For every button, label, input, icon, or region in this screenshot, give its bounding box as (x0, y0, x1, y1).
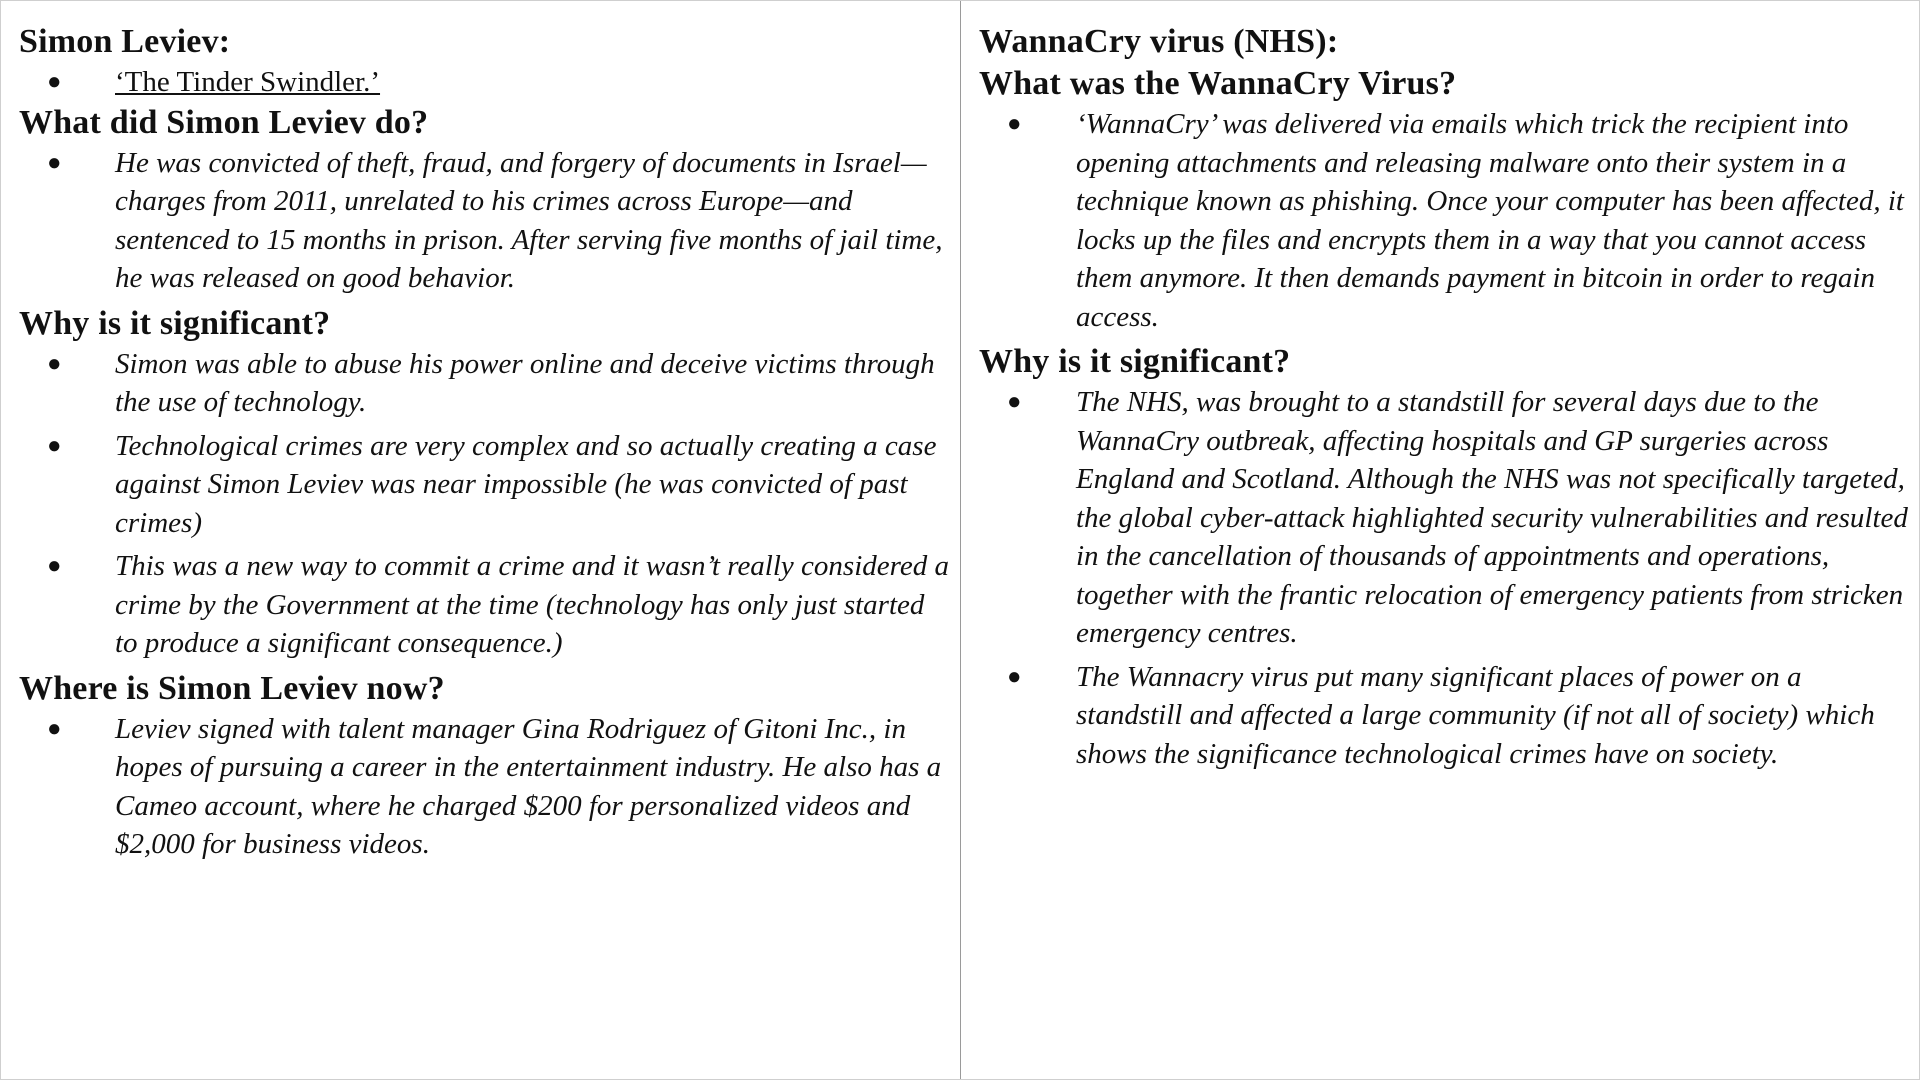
bullet-text: Leviev signed with talent manager Gina Rodriguez of Gitoni Inc., in hopes of pursuing a career in the entertainment industry. He also has a Cameo account, where he charged $200 for personalized videos and $2,000 for business videos. (115, 712, 942, 860)
bullet-icon: ● (47, 69, 62, 95)
list-item (19, 710, 949, 864)
left-column (19, 21, 949, 869)
bullet-icon: ● (47, 350, 62, 377)
what-was-heading: What was the WannaCry Virus? (979, 65, 1457, 102)
why-significant-heading: Why is it significant? (979, 343, 1291, 380)
list-item (19, 547, 949, 663)
bullet-icon: ● (47, 149, 62, 176)
bullet-icon: ● (47, 553, 62, 579)
list-item (19, 345, 949, 422)
bullet-text: This was a new way to commit a crime and it wasn’t really considered a crime by the Government at the time (technology has only just started to produce a significant consequence.) (115, 550, 949, 659)
bullet-icon: ● (47, 432, 62, 459)
list-item (979, 383, 1909, 653)
bullet-icon: ● (1007, 111, 1022, 137)
list-item (19, 144, 949, 298)
bullet-text: ‘WannaCry’ was delivered via emails which trick the recipient into opening attachments and releasing malware onto their system in a technique known as phishing. Once your computer has been affected, it locks up the files and encrypts them in a way that you cannot access them anymore. It then demands payment in bitcoin in order to regain access. (1076, 108, 1904, 333)
where-now-heading: Where is Simon Leviev now? (19, 669, 445, 707)
why-significant-list (19, 345, 949, 663)
tinder-swindler-link[interactable]: ‘The Tinder Swindler.’ (115, 66, 381, 98)
wannacry-title: WannaCry virus (NHS): (979, 23, 1339, 60)
bullet-text: Technological crimes are very complex and so actually creating a case against Simon Leviev was near impossible (he was convicted of past crimes) (115, 429, 937, 539)
simon-leviev-title: Simon Leviev: (19, 23, 231, 60)
bullet-icon: ● (1007, 663, 1022, 690)
bullet-text: The Wannacry virus put many significant places of power on a standstill and affected a large community (if not all of society) which shows the significance technological crimes have on society. (1076, 660, 1875, 770)
why-significant-heading: Why is it significant? (19, 304, 331, 342)
column-divider (960, 1, 961, 1079)
list-item (979, 105, 1909, 336)
bullet-text: Simon was able to abuse his power online and deceive victims through the use of technology. (115, 347, 935, 418)
why-significant-list (979, 383, 1909, 773)
what-was-list (979, 105, 1909, 336)
bullet-text: He was convicted of theft, fraud, and forgery of documents in Israel—charges from 2011, unrelated to his crimes across Europe—and sentenced to 15 months in prison. After serving five months of jail time, he was released on good behavior. (115, 146, 943, 294)
right-column (979, 21, 1909, 778)
what-did-list (19, 144, 949, 298)
bullet-icon: ● (47, 715, 62, 742)
list-item (19, 427, 949, 543)
where-now-list (19, 710, 949, 864)
what-did-heading: What did Simon Leviev do? (19, 103, 429, 141)
subtitle-list (19, 63, 949, 102)
list-item (979, 658, 1909, 774)
bullet-icon: ● (1007, 389, 1022, 415)
list-item (19, 63, 949, 102)
bullet-text: The NHS, was brought to a standstill for several days due to the WannaCry outbreak, affecting hospitals and GP surgeries across England and Scotland. Although the NHS was not specifically targeted, the global cyber-attack highlighted security vulnerabilities and resulted in the cancellation of thousands of appointments and operations, together with the frantic relocation of emergency patients from stricken emergency centres. (1076, 386, 1908, 649)
